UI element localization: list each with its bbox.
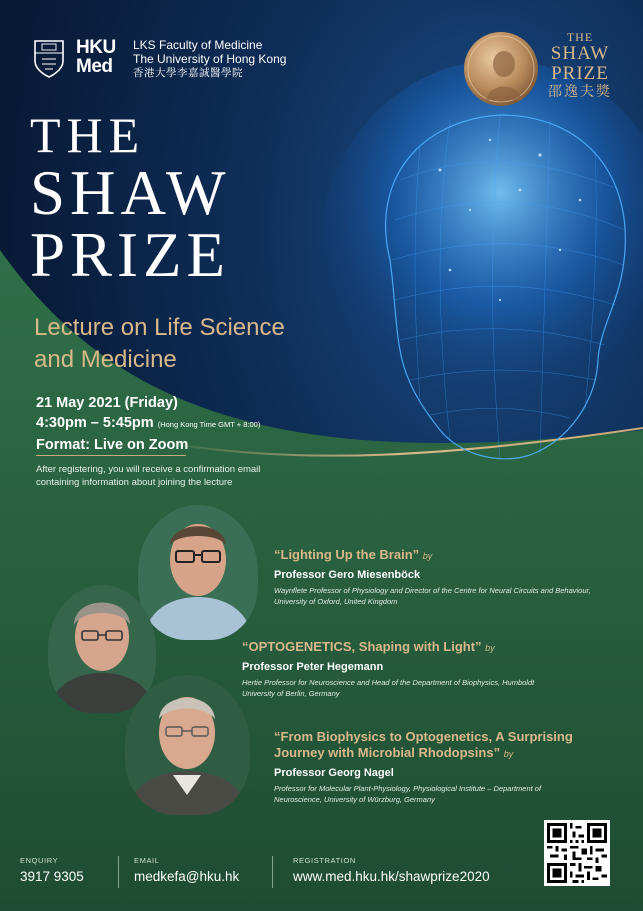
event-time-row [36,413,260,435]
speaker-affiliation: Professor for Molecular Plant-Physiology, Physiological Institute – Department of Neuroscience, University of Würzburg, Germany [274,784,542,804]
event-details [36,393,260,455]
email-link[interactable]: medkefa@hku.hk [134,869,240,884]
title-line2: SHAW [30,158,231,228]
talk-title-row [242,639,612,656]
event-date: 21 May 2021 (Friday) [36,395,178,411]
wireframe-head-illustration [300,60,643,480]
speaker-name: Professor Georg Nagel [274,767,394,779]
talk-1 [274,547,614,607]
shaw-logo-line2: SHAW [550,43,610,64]
faculty-line3: 香港大學李嘉誠醫學院 [133,67,243,79]
subtitle-line2: and Medicine [34,346,177,373]
hku-wordmark-line1: HKU [76,37,116,58]
faculty-line1: LKS Faculty of Medicine [133,38,263,52]
talk-by: by [485,643,495,653]
speaker-name: Professor Peter Hegemann [242,661,384,673]
divider [36,455,186,456]
footer-enquiry [20,856,84,884]
faculty-name [133,38,286,80]
enquiry-phone[interactable]: 3917 9305 [20,869,84,884]
shaw-logo-line1: THE [566,30,594,44]
hku-wordmark-line2: Med [76,56,113,77]
registration-label: REGISTRATION [293,856,356,865]
talk-title-row [274,547,614,564]
speaker-photo-miesenbock [138,505,258,640]
talk-title: “OPTOGENETICS, Shaping with Light” [242,639,482,654]
talk-title: “Lighting Up the Brain” [274,547,420,562]
shaw-logo-line4: 邵逸夫獎 [548,85,612,100]
hku-shield-logo [33,39,65,79]
shaw-prize-medal [462,30,540,108]
registration-link[interactable]: www.med.hku.hk/shawprize2020 [293,869,490,884]
qr-code[interactable] [544,820,610,886]
subtitle-line1: Lecture on Life Science [34,314,285,341]
footer-registration [293,856,490,884]
title-line1: THE [30,107,146,163]
talk-title-row [274,729,614,762]
footer-email [134,856,239,884]
shaw-prize-logo [545,30,615,102]
poster-title [30,107,231,290]
event-timezone: (Hong Kong Time GMT + 8:00) [157,420,261,429]
speaker-affiliation: Hertie Professor for Neuroscience and Head of the Department of Biophysics, Humboldt University of Berlin, Germany [242,678,535,698]
speaker-photo-hegemann [48,585,156,713]
footer-separator [272,856,273,888]
speaker-photo-nagel [125,675,250,815]
talk-title: “From Biophysics to Optogenetics, A Surprising Journey with Microbial Rhodopsins” [274,729,573,760]
title-line3: PRIZE [30,220,231,290]
poster-subtitle [34,312,354,376]
speaker-affiliation: Waynflete Professor of Physiology and Director of the Centre for Neural Circuits and Behaviour, University of Oxford, United Kingdom [274,586,591,606]
talk-by: by [422,551,433,561]
talk-2 [242,639,612,699]
hku-med-wordmark [76,38,116,76]
enquiry-label: ENQUIRY [20,856,59,865]
footer-separator [118,856,119,888]
event-time: 4:30pm – 5:45pm [36,415,154,431]
shaw-logo-line3: PRIZE [551,63,609,84]
speaker-name: Professor Gero Miesenböck [274,569,421,581]
faculty-line2: The University of Hong Kong [133,52,287,66]
talk-by: by [503,749,514,759]
email-label: EMAIL [134,856,160,865]
registration-note: After registering, you will receive a confirmation email containing information about joining the lecture [36,464,261,488]
event-format: Format: Live on Zoom [36,437,189,453]
talk-3 [274,729,614,805]
